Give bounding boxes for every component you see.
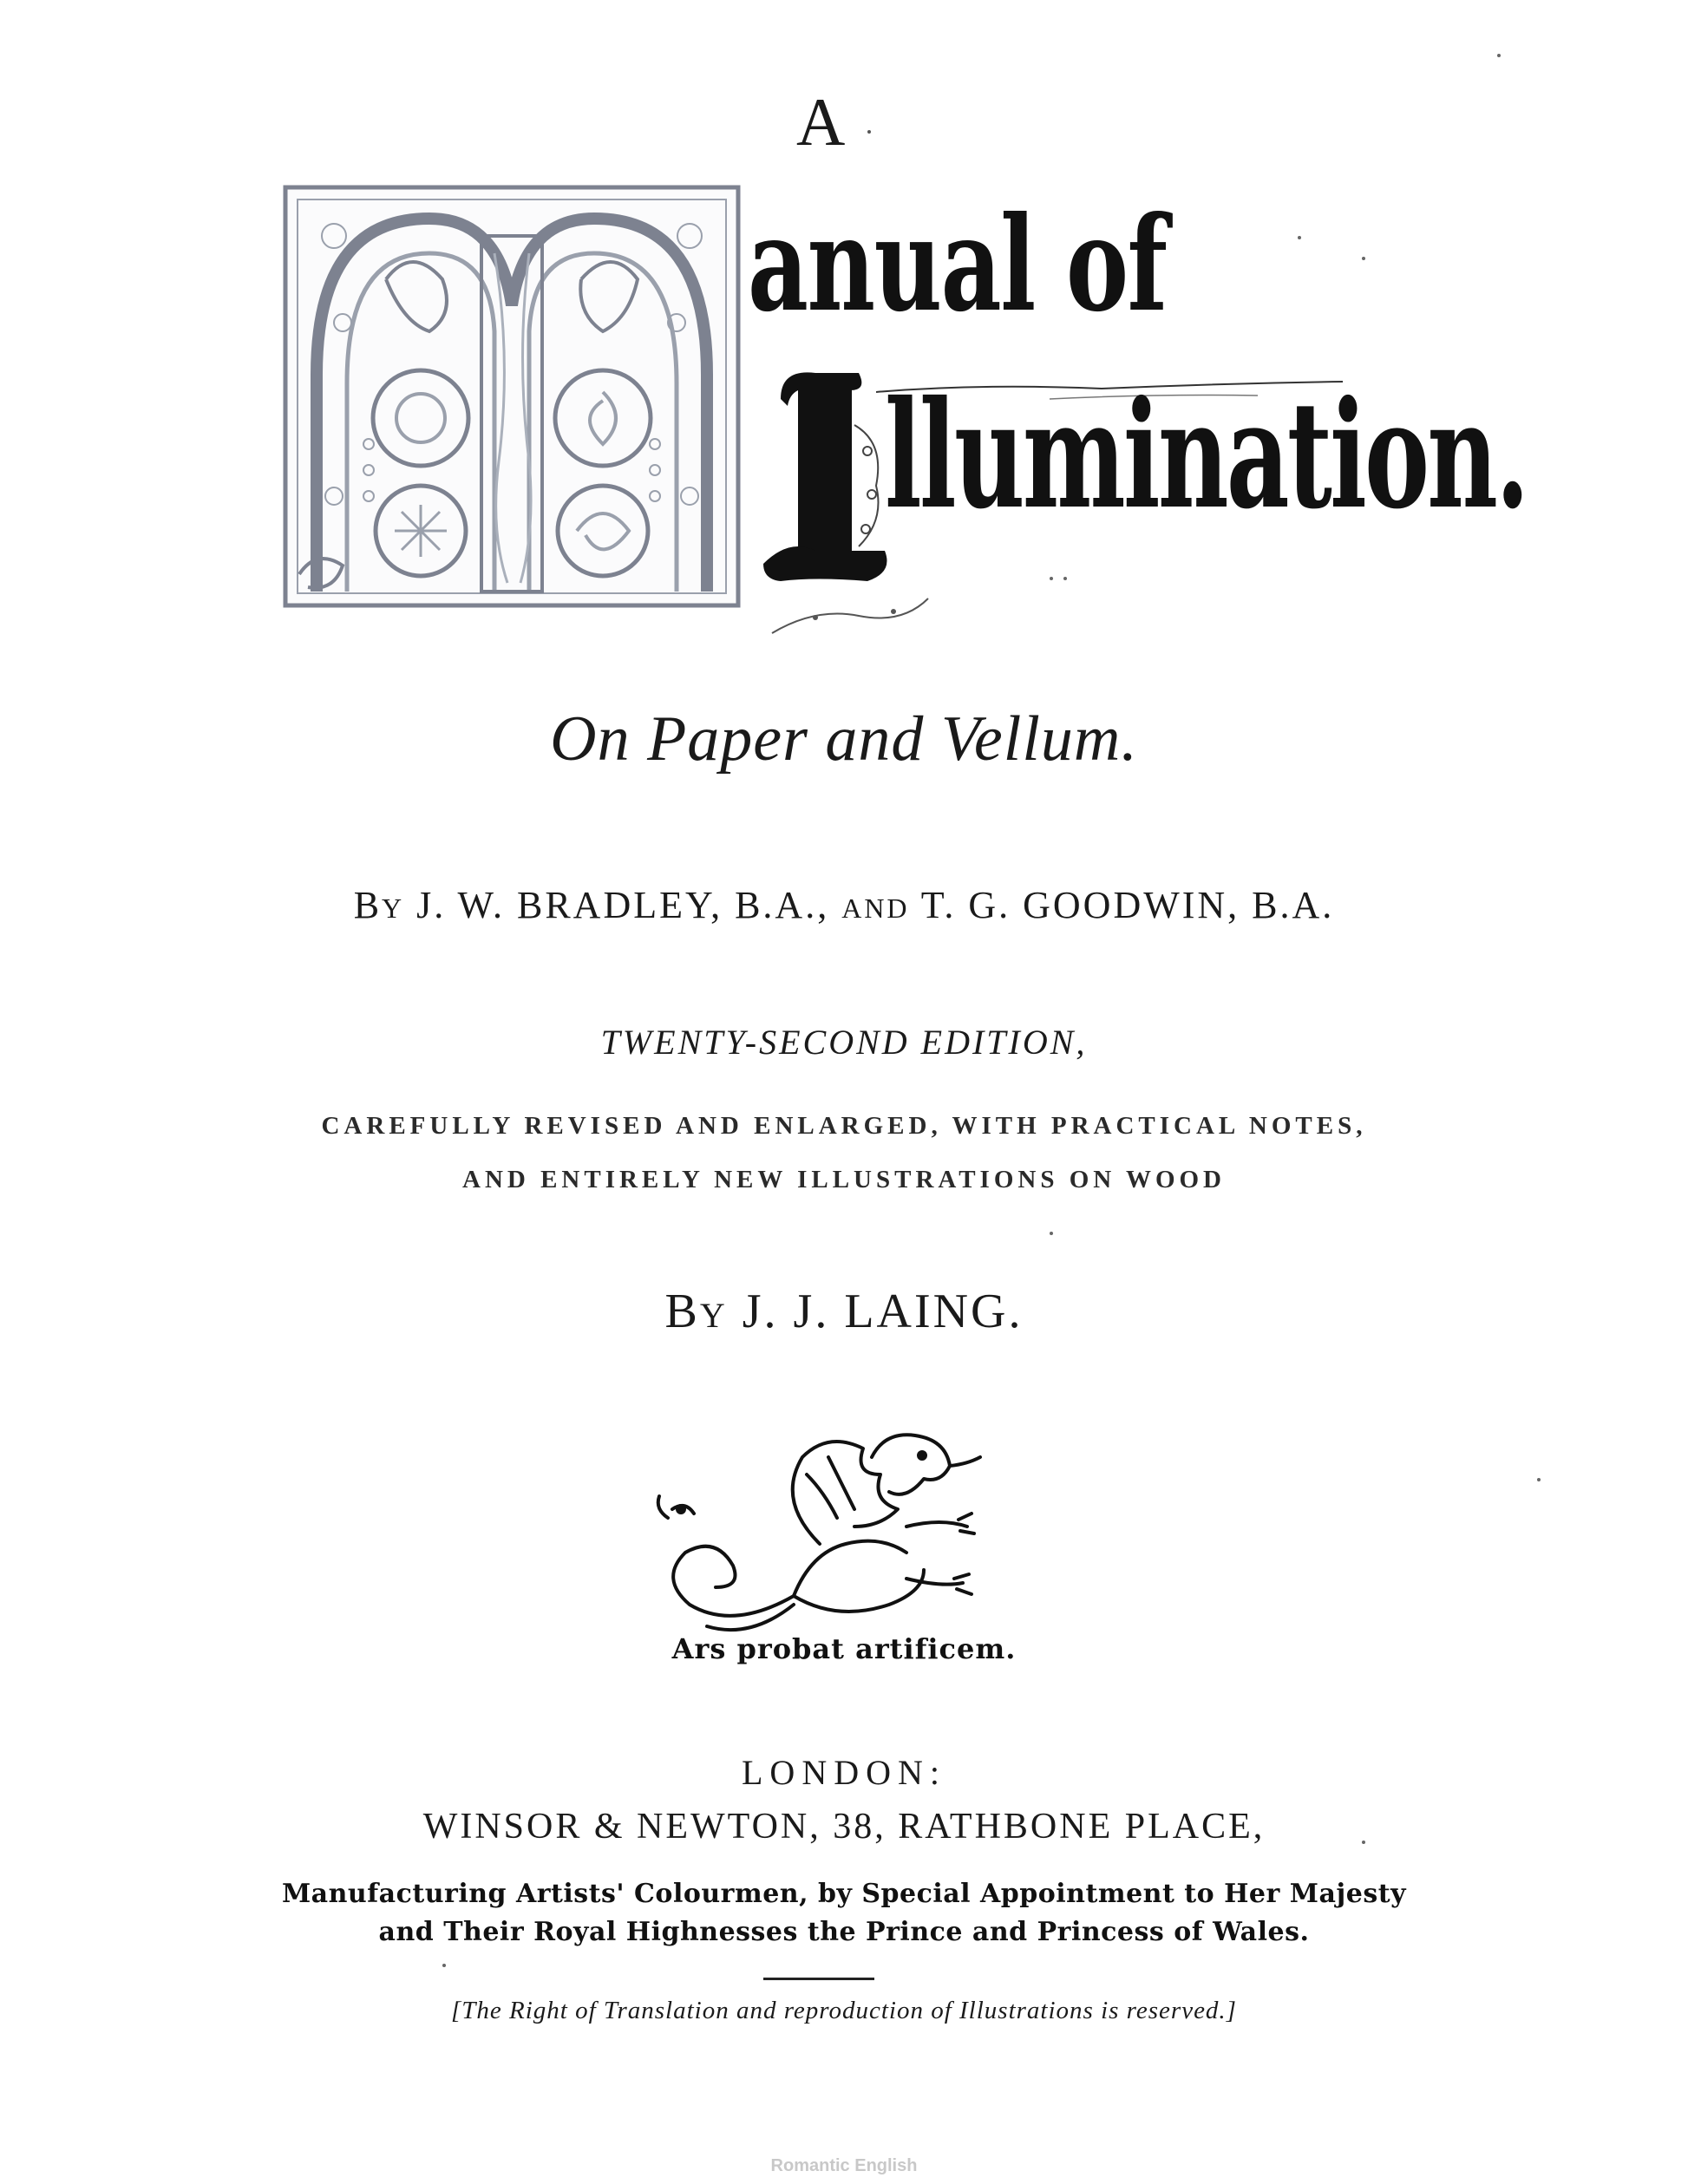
authors-by: B	[353, 884, 383, 926]
edition-notes-line-1: CAREFULLY REVISED AND ENLARGED, WITH PRACTICAL NOTES,	[321, 1112, 1367, 1140]
imprint-appointment-line-2: and Their Royal Highnesses the Prince and Princess of Wales.	[378, 1917, 1310, 1947]
title-line-1: anual of	[748, 188, 1167, 341]
reviser-by-smallcaps: Y	[699, 1296, 728, 1335]
speck	[867, 130, 871, 134]
subtitle: On Paper and Vellum.	[550, 703, 1138, 775]
speck	[1497, 54, 1501, 57]
speck	[1362, 257, 1365, 260]
footer-watermark: Romantic English	[770, 2156, 918, 2175]
reviser-by: B	[664, 1285, 700, 1338]
speck	[1050, 577, 1053, 580]
speck	[1063, 577, 1067, 580]
speck	[1537, 1478, 1541, 1481]
reviser-name: J. J. LAING.	[727, 1285, 1024, 1338]
divider-rule	[763, 1978, 874, 1980]
author-1: J. W. BRADLEY, B.A.,	[404, 884, 842, 926]
title-line-2: llumination.	[885, 369, 1528, 542]
authors-line	[0, 883, 1688, 927]
edition: TWENTY-SECOND EDITION,	[600, 1023, 1088, 1062]
speck	[1050, 1232, 1053, 1235]
illuminated-initial-i-icon	[763, 364, 893, 590]
rights-notice: [The Right of Translation and reproduction of Illustrations is reserved.]	[451, 1997, 1237, 2024]
flourish-tail-icon	[763, 572, 980, 642]
author-2: T. G. GOODWIN, B.A.	[909, 884, 1335, 926]
speck	[1362, 1841, 1365, 1844]
speck	[442, 1964, 446, 1967]
authors-and: AND	[841, 893, 910, 924]
imprint-publisher: WINSOR & NEWTON, 38, RATHBONE PLACE,	[422, 1807, 1266, 1847]
reviser-line	[0, 1284, 1688, 1339]
imprint-city: LONDON:	[742, 1753, 946, 1792]
edition-notes-line-2: AND ENTIRELY NEW ILLUSTRATIONS ON WOOD	[462, 1166, 1226, 1193]
illuminated-initial-m-icon	[282, 184, 742, 609]
authors-by-smallcaps: Y	[382, 893, 405, 924]
title-article: A	[796, 84, 847, 160]
device-motto: Ars probat artificem.	[671, 1632, 1017, 1665]
imprint-appointment-line-1: Manufacturing Artists' Colourmen, by Special Appointment to Her Majesty	[281, 1879, 1407, 1909]
speck	[1298, 236, 1301, 239]
dragon-icon	[646, 1422, 993, 1639]
